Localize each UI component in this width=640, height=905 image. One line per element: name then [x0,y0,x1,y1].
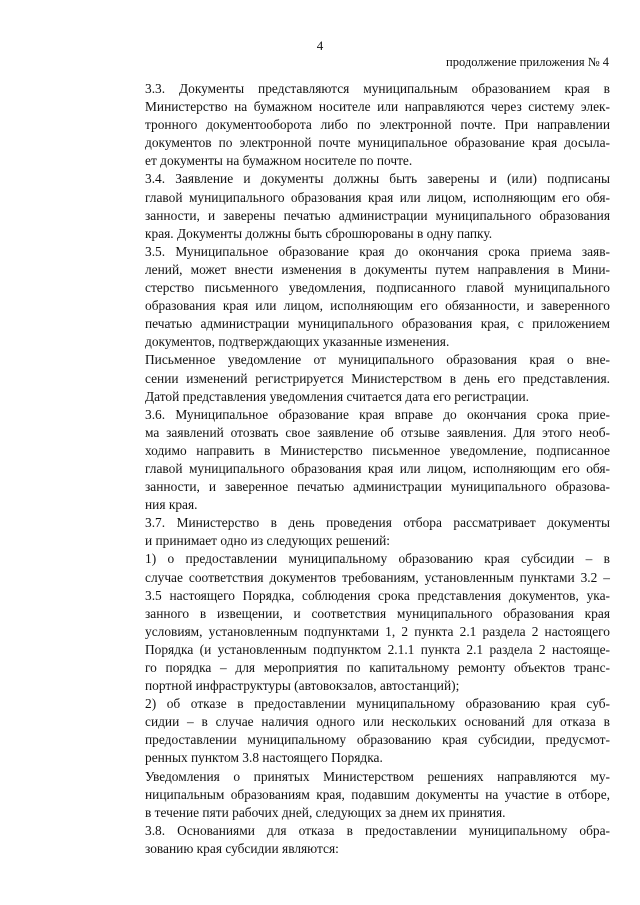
text-line: 3.4. Заявление и документы должны быть заверены и (или) подписаны [145,171,610,187]
text-line: лений, может внести изменения в документы путем направления в Мини- [145,261,610,277]
text-line: 3.8. Основаниями для отказа в предоставлении муниципальному обра- [145,822,610,838]
text-line: тронного документооборота либо по электронной почте. При направлении [145,117,610,133]
text-line: случае соответствия документов требованиям, установленным пунктами 3.2 – [145,569,610,585]
text-line: Порядка (и установленным подпунктом 2.1.1 пункта 2.1 раздела 2 настояще- [145,641,610,657]
paragraph-3-7-item-1 [105,550,610,695]
paragraph-3-7 [105,514,610,550]
text-line: 2) об отказе в предоставлении муниципальному образованию края суб- [145,696,610,712]
text-line: занности, и заверены печатью администрации муниципального образования [145,207,610,223]
text-line: ет документы на бумажном носителе по почте. [145,153,413,169]
text-line: документов, подтверждающих указанные изменения. [145,334,450,350]
text-line: печатью администрации муниципального образования края, с приложением [145,316,610,332]
text-line: ходимо направить в Министерство письменное уведомление, подписанное [145,442,610,458]
appendix-continuation-note: продолжение приложения № 4 [446,55,609,69]
paragraph-3-7-item-2 [105,695,610,767]
text-line: края. Документы должны быть сброшюрованы в одну папку. [145,225,493,241]
text-line: 3.7. Министерство в день проведения отбора рассматривает документы [145,515,610,531]
text-line: го порядка – для мероприятия по капитальному ремонту объектов транс- [145,660,610,675]
text-line: и принимает одно из следующих решений: [145,533,391,549]
paragraph-3-8 [105,822,610,858]
text-line: предоставлении муниципальному образованию края субсидии, предусмот- [145,732,610,748]
text-line: 3.3. Документы представляются муниципальным образованием края в [145,81,610,96]
text-line: 3.6. Муниципальное образование края вправе до окончания срока прие- [145,406,610,422]
paragraph-3-3 [105,80,610,170]
text-line: Министерство на бумажном носителе или направляются через систему элек- [145,99,610,115]
text-line: 1) о предоставлении муниципальному образованию края субсидии – в [145,551,610,567]
text-line: главой муниципального образования края или лицом, исполняющим его обя- [145,189,610,205]
text-line: ниципальным образованиям края, подавшим документы на участие в отборе, [145,786,610,802]
paragraph-decision-notifications [105,768,610,822]
text-line: ма заявлений отозвать свое заявление об отзыве заявления. Для этого необ- [145,424,610,440]
text-line: образования края или лицом, исполняющим его обязанности, и заверенного [145,298,610,314]
text-line: зованию края субсидии являются: [145,840,339,856]
text-line: ния края. [145,497,198,513]
text-line: в течение пяти рабочих дней, следующих за днем их принятия. [145,804,506,820]
text-line: 3.5. Муниципальное образование края до окончания срока приема заяв- [145,243,610,259]
paragraph-3-6 [105,406,610,515]
text-line: Письменное уведомление от муниципального образования края о вне- [145,352,610,368]
page-number: 4 [316,38,324,53]
text-line: стерство письменного уведомления, подписанного главой муниципального [145,280,610,296]
text-line: занности, и заверенное печатью администрации муниципального образова- [145,479,610,495]
paragraph-3-5 [105,243,610,352]
text-line: 3.5 настоящего Порядка, соблюдения срока представления документов, ука- [145,587,610,603]
text-line: главой муниципального образования края или лицом, исполняющим его обя- [145,460,610,476]
paragraph-change-notice [105,351,610,405]
text-line: документов по электронной почте муниципальное образование края досыла- [145,135,610,151]
text-line: Уведомления о принятых Министерством решениях направляются му- [145,768,610,784]
text-line: сидии – в случае наличия одного или нескольких оснований для отказа в [145,714,610,730]
document-body [105,80,610,858]
text-line: портной инфраструктуры (автовокзалов, автостанций); [145,678,460,694]
paragraph-3-4 [105,170,610,242]
text-line: Датой представления уведомления считается дата его регистрации. [145,388,530,404]
text-line: условиям, установленным подпунктами 1, 2 пункта 2.1 раздела 2 настоящего [145,623,610,639]
text-line: ренных пунктом 3.8 настоящего Порядка. [145,750,383,766]
text-line: сении изменений регистрируется Министерством в день его представления. [145,370,610,386]
text-line: занного в извещении, и соответствия муниципального образования края [145,605,610,621]
